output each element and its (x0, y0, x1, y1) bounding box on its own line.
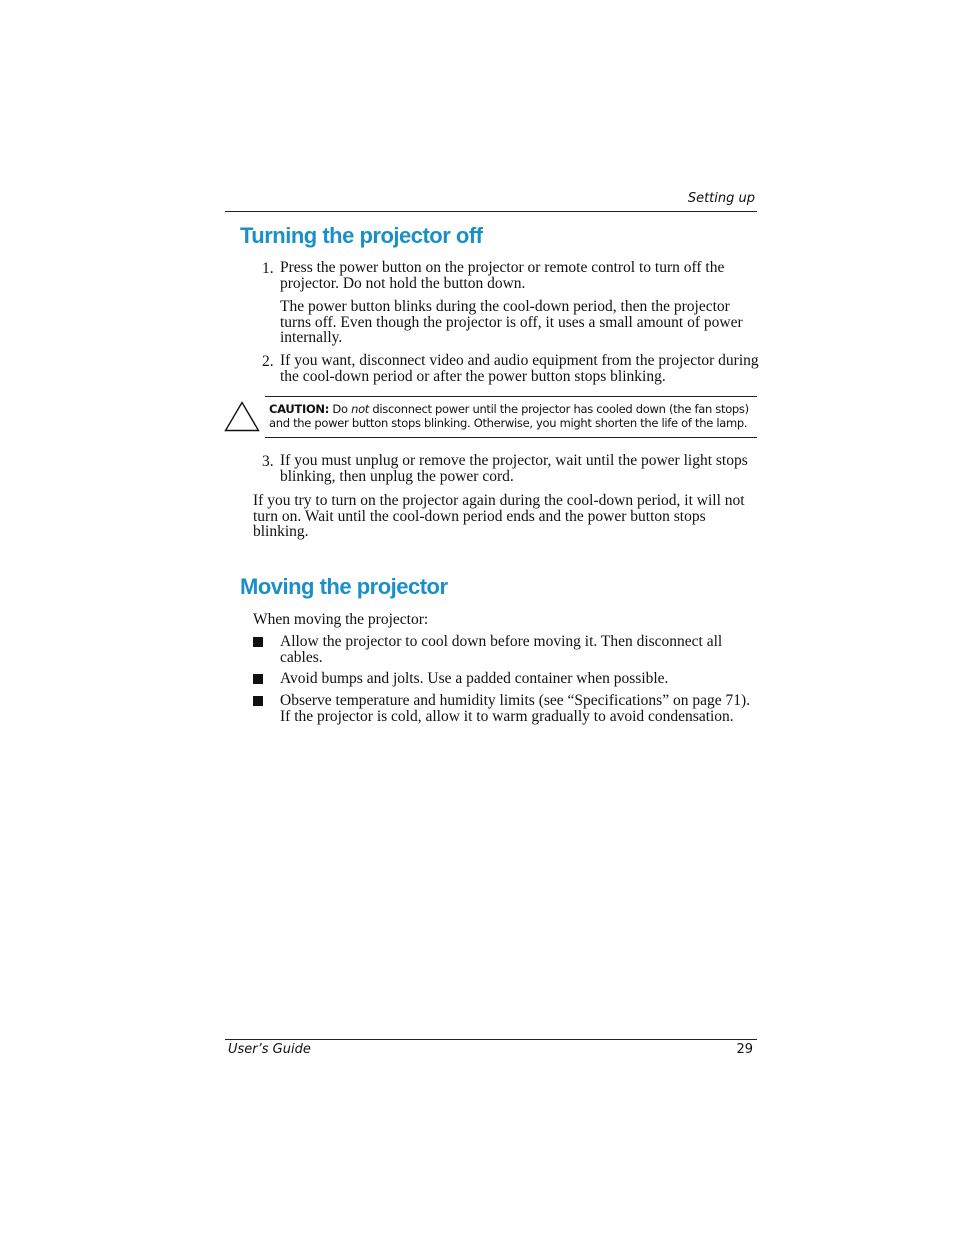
caution-line-2: and the power button stops blinking. Otherwise, you might shorten the life of the lamp. (269, 416, 748, 430)
step-2-line: If you want, disconnect video and audio equipment from the projector during (280, 352, 759, 369)
step-1-text (280, 260, 724, 291)
step-3-line: If you must unplug or remove the projector, wait until the power light stops (280, 452, 748, 469)
caution-text-post: disconnect power until the projector has cooled down (the fan stops) (372, 402, 749, 416)
caution-text (269, 402, 749, 430)
caution-line-1 (269, 402, 749, 416)
bullet-line: If the projector is cold, allow it to warm gradually to avoid condensation. (280, 707, 734, 725)
caution-text-pre: Do (332, 402, 348, 416)
bullet-line: cables. (280, 648, 323, 666)
caution-label: CAUTION: (269, 402, 330, 416)
step-1-note (280, 299, 743, 346)
bullet-marker (253, 696, 263, 706)
bullet-line: Observe temperature and humidity limits (see “Specifications” on page 71). (280, 692, 751, 709)
step-1-note-line: internally. (280, 329, 343, 346)
bullet-item-1 (280, 634, 722, 665)
caution-emphasis: not (351, 402, 370, 416)
step-3-line: blinking, then unplug the power cord. (280, 467, 514, 485)
step-1-note-line: The power button blinks during the cool-down period, then the projector (280, 298, 730, 315)
bullet-item-2 (280, 671, 668, 687)
caution-top-rule (265, 396, 757, 397)
step-2-number: 2. (262, 353, 274, 370)
paragraph-line: If you try to turn on the projector again during the cool-down period, it will not (253, 492, 745, 509)
bullet-item-3 (280, 693, 750, 724)
section-title-moving: Moving the projector (240, 574, 448, 599)
bullet-marker (253, 674, 263, 684)
moving-intro-line: When moving the projector: (253, 611, 429, 628)
cool-down-paragraph (253, 493, 745, 540)
step-3-number: 3. (262, 453, 274, 470)
caution-bottom-rule (265, 437, 757, 438)
bullet-line: Allow the projector to cool down before moving it. Then disconnect all (280, 633, 723, 650)
footer-guide-name: User’s Guide (228, 1042, 311, 1057)
caution-triangle-icon (224, 401, 260, 432)
bullet-line: Avoid bumps and jolts. Use a padded container when possible. (280, 670, 669, 687)
step-1-number: 1. (262, 260, 274, 277)
section-title-turning-off: Turning the projector off (240, 223, 483, 248)
step-2-line: the cool-down period or after the power button stops blinking. (280, 367, 666, 385)
step-2-text (280, 353, 759, 384)
step-1-note-line: turns off. Even though the projector is off, it uses a small amount of power (280, 313, 743, 331)
moving-intro (253, 612, 428, 628)
paragraph-line: turn on. Wait until the cool-down period ends and the power button stops (253, 507, 706, 525)
step-3-text (280, 453, 748, 484)
header-rule (225, 211, 757, 212)
paragraph-line: blinking. (253, 523, 309, 540)
step-1-line: projector. Do not hold the button down. (280, 274, 526, 292)
footer-rule (225, 1039, 757, 1040)
bullet-marker (253, 637, 263, 647)
step-1-line: Press the power button on the projector or remote control to turn off the (280, 259, 725, 276)
page-number: 29 (736, 1042, 753, 1057)
running-header: Setting up (687, 191, 755, 206)
